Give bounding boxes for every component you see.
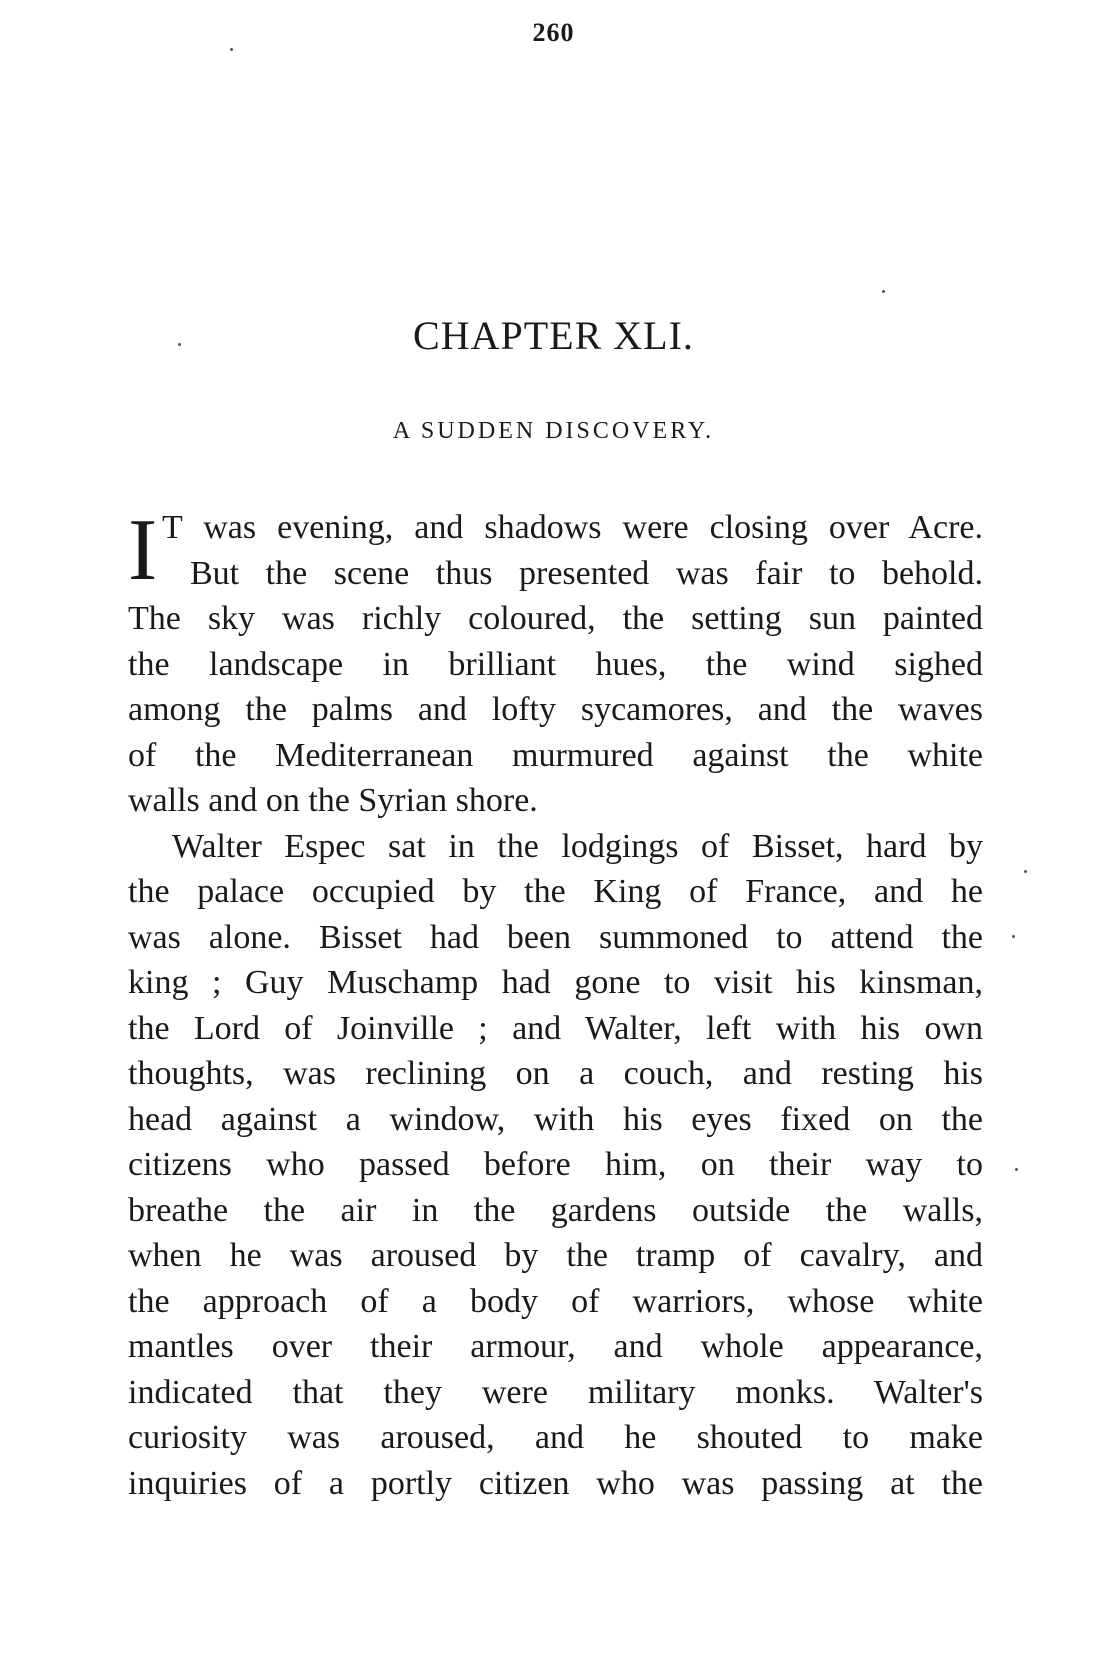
text-line: when he was aroused by the tramp of cavalry, and <box>128 1237 983 1274</box>
text-line: inquiries of a portly citizen who was passing at the <box>128 1464 983 1502</box>
text-line: mantles over their armour, and whole appearance, <box>128 1328 983 1365</box>
text-line: Walter Espec sat in the lodgings of Bisset, hard by <box>172 827 983 865</box>
chapter-title: CHAPTER XLI. <box>413 313 694 358</box>
text-line: citizens who passed before him, on their way to <box>128 1146 983 1183</box>
text-line: among the palms and lofty sycamores, and the waves <box>128 691 983 728</box>
text-line: the palace occupied by the King of France, and he <box>128 873 983 910</box>
text-line: breathe the air in the gardens outside the walls, <box>128 1191 983 1229</box>
text-line: The sky was richly coloured, the setting sun painted <box>128 600 983 637</box>
scan-speck <box>1015 1168 1018 1171</box>
text-line: T was evening, and shadows were closing over Acre. <box>162 509 983 546</box>
page-number: 260 <box>532 18 575 47</box>
text-line: walls and on the Syrian shore. <box>128 782 538 819</box>
scan-speck <box>882 290 885 293</box>
drop-cap: I <box>128 502 158 599</box>
text-line: was alone. Bisset had been summoned to attend the <box>128 918 983 956</box>
scan-speck <box>1024 870 1027 873</box>
text-line: the approach of a body of warriors, whose white <box>128 1282 983 1320</box>
text-line: curiosity was aroused, and he shouted to make <box>128 1419 983 1456</box>
scan-speck <box>178 343 181 346</box>
text-line: the landscape in brilliant hues, the wind sighed <box>128 645 983 683</box>
chapter-subtitle: A SUDDEN DISCOVERY. <box>392 418 715 444</box>
text-line: the Lord of Joinville ; and Walter, left with his own <box>128 1009 983 1047</box>
scan-speck <box>1012 935 1015 938</box>
text-line: thoughts, was reclining on a couch, and resting his <box>128 1055 983 1092</box>
text-line: of the Mediterranean murmured against the white <box>128 736 983 774</box>
text-line: indicated that they were military monks. Walter's <box>128 1373 983 1411</box>
text-line: head against a window, with his eyes fixed on the <box>128 1100 983 1138</box>
text-line: But the scene thus presented was fair to behold. <box>190 554 983 592</box>
scan-speck <box>230 48 233 51</box>
text-line: king ; Guy Muschamp had gone to visit his kinsman, <box>128 964 983 1001</box>
body-text <box>128 502 983 1506</box>
